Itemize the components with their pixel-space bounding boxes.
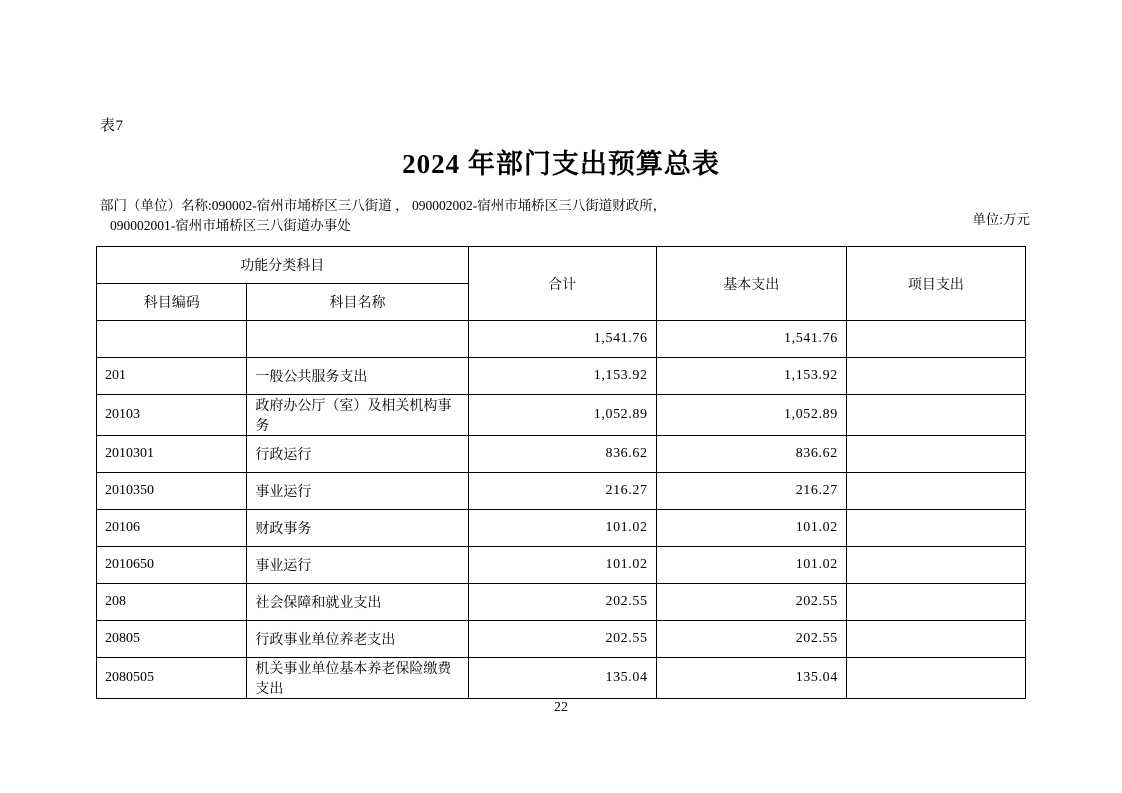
cell-project-expenditure	[846, 658, 1025, 699]
table-row	[97, 395, 1026, 436]
table-row	[97, 547, 1026, 584]
budget-table	[96, 246, 1026, 699]
cell-project-expenditure	[846, 547, 1025, 584]
cell-basic-expenditure: 135.04	[656, 658, 846, 699]
table-row	[97, 358, 1026, 395]
cell-total: 1,541.76	[468, 321, 656, 358]
department-line-1: 部门（单位）名称:090002-宿州市埇桥区三八街道 ， 090002002-宿州市埇桥区三八街道财政所，	[100, 198, 667, 213]
cell-basic-expenditure: 1,541.76	[656, 321, 846, 358]
department-info	[100, 196, 666, 236]
cell-total: 135.04	[468, 658, 656, 699]
sheet-label: 表7	[100, 118, 124, 134]
cell-subject-code: 2010650	[97, 547, 247, 584]
table-body	[97, 321, 1026, 699]
cell-subject-code: 2010350	[97, 473, 247, 510]
header-subject-name: 科目名称	[247, 284, 468, 321]
cell-project-expenditure	[846, 436, 1025, 473]
table-row	[97, 510, 1026, 547]
cell-subject-name: 事业运行	[247, 473, 468, 510]
header-basic-expenditure: 基本支出	[656, 247, 846, 321]
cell-project-expenditure	[846, 510, 1025, 547]
cell-subject-code: 2080505	[97, 658, 247, 699]
table-row	[97, 621, 1026, 658]
cell-total: 202.55	[468, 584, 656, 621]
cell-basic-expenditure: 101.02	[656, 547, 846, 584]
cell-subject-code: 2010301	[97, 436, 247, 473]
table-row	[97, 473, 1026, 510]
cell-basic-expenditure: 216.27	[656, 473, 846, 510]
cell-subject-name: 政府办公厅（室）及相关机构事务	[247, 395, 468, 436]
cell-subject-name: 社会保障和就业支出	[247, 584, 468, 621]
unit-note: 单位:万元	[972, 212, 1030, 227]
cell-project-expenditure	[846, 395, 1025, 436]
page-number: 22	[554, 700, 568, 715]
table-row	[97, 584, 1026, 621]
cell-total: 101.02	[468, 547, 656, 584]
cell-total: 101.02	[468, 510, 656, 547]
cell-basic-expenditure: 1,052.89	[656, 395, 846, 436]
cell-basic-expenditure: 1,153.92	[656, 358, 846, 395]
cell-subject-name: 行政事业单位养老支出	[247, 621, 468, 658]
cell-basic-expenditure: 202.55	[656, 584, 846, 621]
cell-total: 1,153.92	[468, 358, 656, 395]
cell-basic-expenditure: 101.02	[656, 510, 846, 547]
cell-subject-code: 20103	[97, 395, 247, 436]
cell-subject-name	[247, 321, 468, 358]
cell-subject-code: 201	[97, 358, 247, 395]
table-row	[97, 436, 1026, 473]
cell-subject-name: 行政运行	[247, 436, 468, 473]
cell-project-expenditure	[846, 473, 1025, 510]
cell-basic-expenditure: 836.62	[656, 436, 846, 473]
cell-subject-name: 事业运行	[247, 547, 468, 584]
header-subject-code: 科目编码	[97, 284, 247, 321]
cell-project-expenditure	[846, 358, 1025, 395]
cell-subject-code: 20106	[97, 510, 247, 547]
page-title: 2024 年部门支出预算总表	[402, 149, 720, 179]
cell-subject-name: 一般公共服务支出	[247, 358, 468, 395]
table-row	[97, 321, 1026, 358]
cell-total: 216.27	[468, 473, 656, 510]
cell-subject-name: 机关事业单位基本养老保险缴费支出	[247, 658, 468, 699]
table-row	[97, 658, 1026, 699]
cell-subject-code: 20805	[97, 621, 247, 658]
cell-subject-name: 财政事务	[247, 510, 468, 547]
cell-project-expenditure	[846, 621, 1025, 658]
cell-total: 836.62	[468, 436, 656, 473]
cell-total: 1,052.89	[468, 395, 656, 436]
header-total: 合计	[468, 247, 656, 321]
cell-subject-code: 208	[97, 584, 247, 621]
header-function-category: 功能分类科目	[97, 247, 469, 284]
cell-basic-expenditure: 202.55	[656, 621, 846, 658]
department-line-2: 090002001-宿州市埇桥区三八街道办事处	[110, 218, 351, 233]
table-header	[97, 247, 1026, 321]
cell-project-expenditure	[846, 321, 1025, 358]
cell-subject-code	[97, 321, 247, 358]
header-project-expenditure: 项目支出	[846, 247, 1025, 321]
cell-project-expenditure	[846, 584, 1025, 621]
table-header-row-1	[97, 247, 1026, 284]
cell-total: 202.55	[468, 621, 656, 658]
